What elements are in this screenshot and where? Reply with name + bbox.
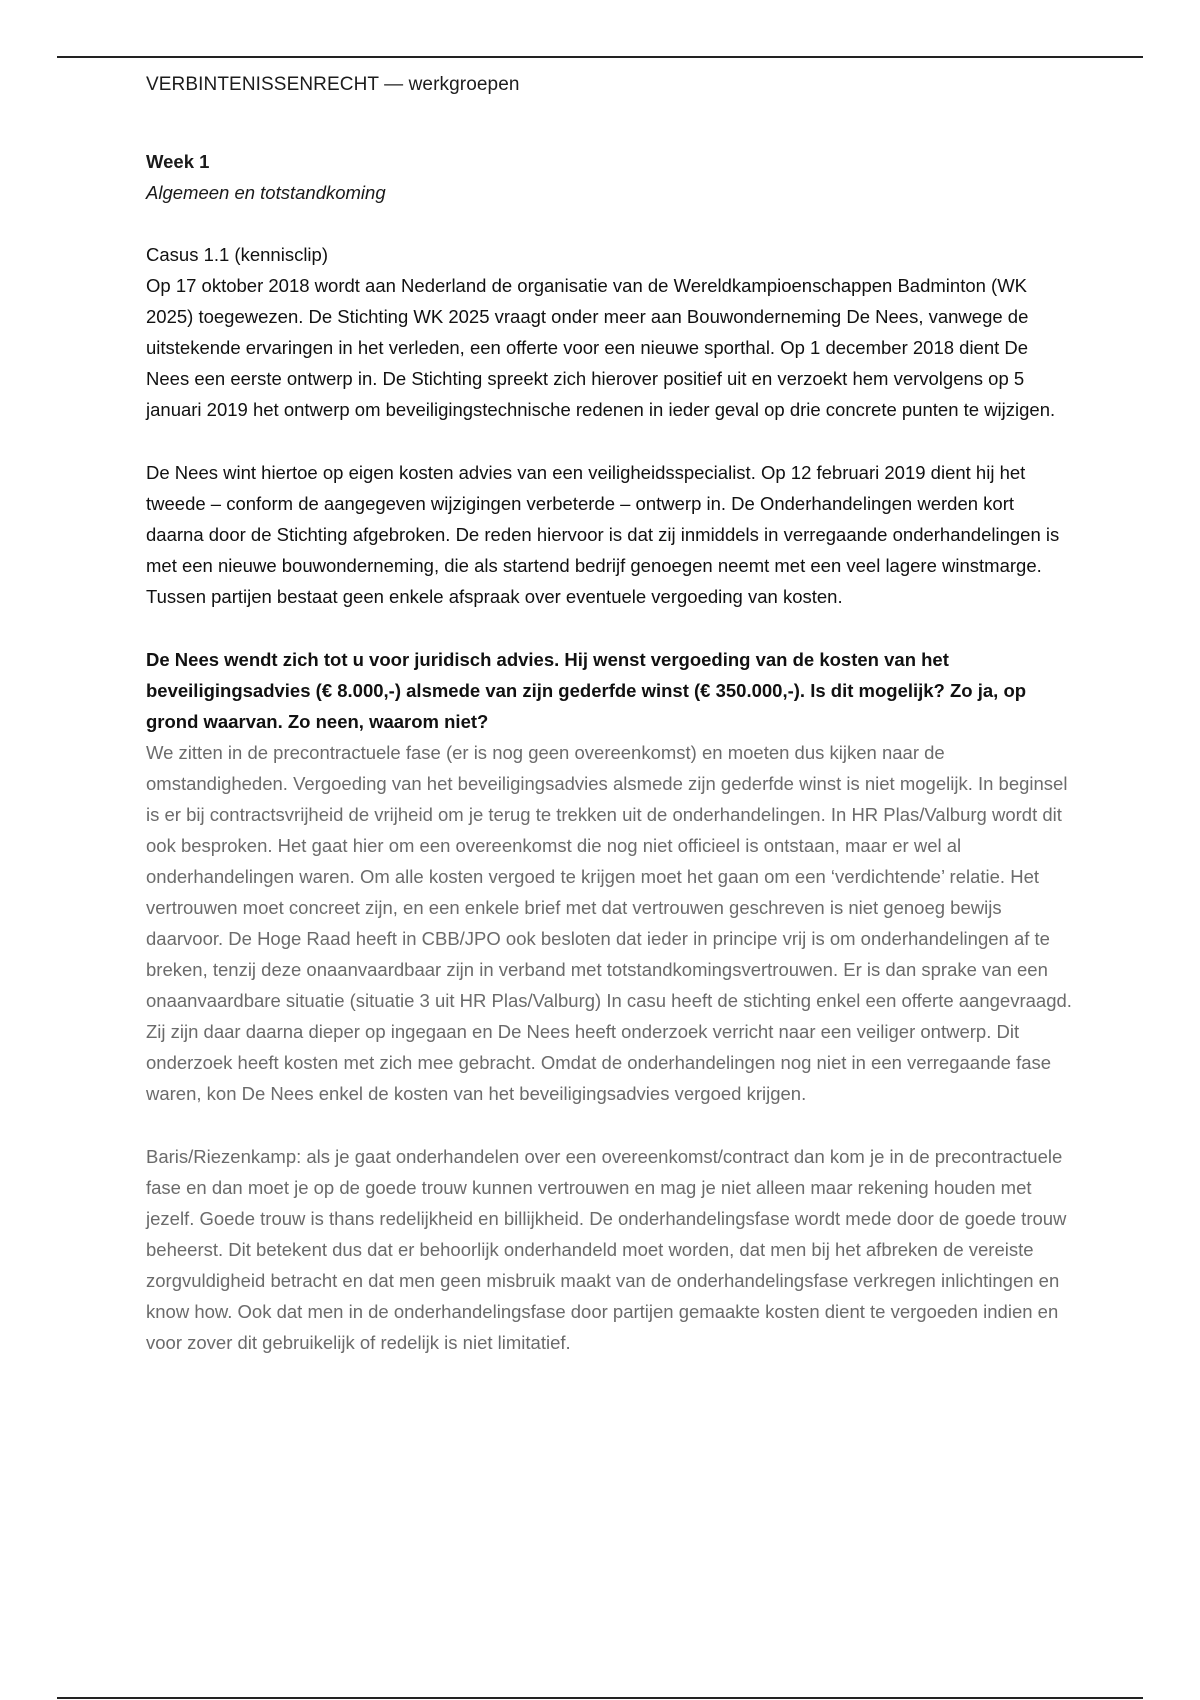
answer-paragraph-1: We zitten in de precontractuele fase (er is nog geen overeenkomst) en moeten dus kijken naar de omstandigheden. Vergoeding van het beveiligingsadvies alsmede zijn gederfde winst is niet mogelijk. In beginsel is er bij contractsvrijheid de vrijheid om je terug te trekken uit de onderhandelingen. In HR Plas/Valburg wordt dit ook besproken. Het gaat hier om een overeenkomst die nog niet officieel is ontstaan, maar er wel al onderhandelingen waren. Om alle kosten vergoed te krijgen moet het gaan om een ‘verdichtende’ relatie. Het vertrouwen moet concreet zijn, en een enkele brief met dat vertrouwen geschreven is niet genoeg bewijs daarvoor. De Hoge Raad heeft in CBB/JPO ook besloten dat ieder in principe vrij is om onderhandelingen af te breken, tenzij deze onaanvaardbaar zijn in verband met totstandkomingsvertrouwen. Er is dan sprake van een onaanvaardbare situatie (situatie 3 uit HR Plas/Valburg) In casu heeft de stichting enkel een offerte aangevraagd. Zij zijn daar daarna dieper op ingegaan en De Nees heeft onderzoek verricht naar een veiliger ontwerp. Dit onderzoek heeft kosten met zich mee gebracht. Omdat de onderhandelingen nog niet in een verregaande fase waren, kon De Nees enkel de kosten van het beveiligingsadvies vergoed krijgen. [146, 742, 1072, 1104]
week-title: Week 1 [146, 151, 210, 172]
case-label: Casus 1.1 (kennisclip) [146, 244, 328, 265]
case-question: De Nees wendt zich tot u voor juridisch advies. Hij wenst vergoeding van de kosten van het beveiligingsadvies (€ 8.000,-) alsmede van zijn gederfde winst (€ 350.000,-). Is dit mogelijk? Zo ja, op grond waarvan. Zo neen, waarom niet? [146, 649, 1027, 732]
case-paragraph-1: Op 17 oktober 2018 wordt aan Nederland de organisatie van de Wereldkampioenschappen Badminton (WK 2025) toegewezen. De Stichting WK 2025 vraagt onder meer aan Bouwonderneming De Nees, vanwege de uitstekende ervaringen in het verleden, een offerte voor een nieuwe sporthal. Op 1 december 2018 dient De Nees een eerste ontwerp in. De Stichting spreekt zich hierover positief uit en verzoekt hem vervolgens op 5 januari 2019 het ontwerp om beveiligingstechnische redenen in ieder geval op drie concrete punten te wijzigen. [146, 275, 1056, 420]
document-body [146, 146, 1076, 1358]
bottom-divider [57, 1697, 1143, 1699]
top-divider [57, 56, 1143, 58]
case-paragraph-2: De Nees wint hiertoe op eigen kosten advies van een veiligheidsspecialist. Op 12 februari 2019 dient hij het tweede – conform de aangegeven wijzigingen verbeterde – ontwerp in. De Onderhandelingen werden kort daarna door de Stichting afgebroken. De reden hiervoor is dat zij inmiddels in verregaande onderhandelingen is met een nieuwe bouwonderneming, die als startend bedrijf genoegen neemt met een veel lagere winstmarge. Tussen partijen bestaat geen enkele afspraak over eventuele vergoeding van kosten. [146, 462, 1060, 607]
week-subtitle: Algemeen en totstandkoming [146, 182, 386, 203]
document-header: VERBINTENISSENRECHT — werkgroepen [146, 74, 520, 95]
answer-paragraph-2: Baris/Riezenkamp: als je gaat onderhandelen over een overeenkomst/contract dan kom je in de precontractuele fase en dan moet je op de goede trouw kunnen vertrouwen en mag je niet alleen maar rekening houden met jezelf. Goede trouw is thans redelijkheid en billijkheid. De onderhandelingsfase wordt mede door de goede trouw beheerst. Dit betekent dus dat er behoorlijk onderhandeld moet worden, dat men bij het afbreken de vereiste zorgvuldigheid betracht en dat men geen misbruik maakt van de onderhandelingsfase verkregen inlichtingen en know how. Ook dat men in de onderhandelingsfase door partijen gemaakte kosten dient te vergoeden indien en voor zover dit gebruikelijk of redelijk is niet limitatief. [146, 1146, 1067, 1353]
